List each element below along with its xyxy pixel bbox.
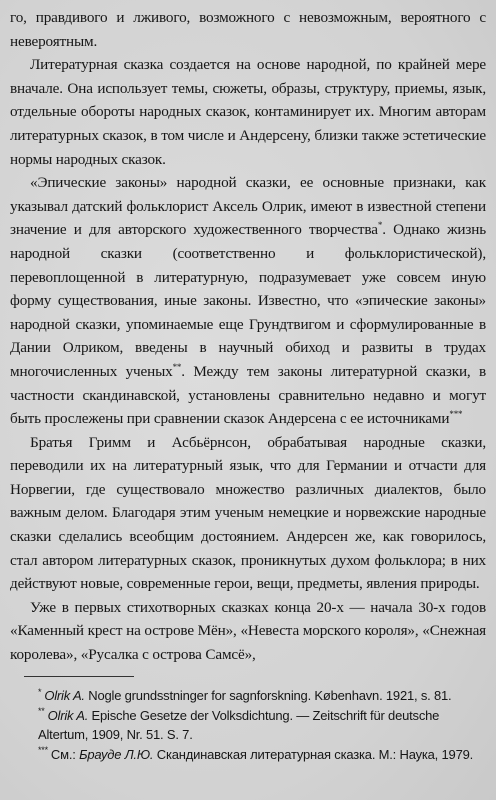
footnote (10, 745, 486, 765)
paragraph-continuation (10, 6, 486, 53)
footnote-text: Скандинавская литературная сказка. М.: Наука, 1979. (153, 746, 474, 762)
paragraph (10, 431, 486, 596)
footnote-author: Olrik A. (47, 707, 89, 723)
paragraph-text: Уже в первых стихотворных сказках конца 20-х — начала 30-х годов «Каменный крест на острове Мён», «Невеста морского короля», «Снежная королева», «Русалка с острова Самсё», (10, 598, 486, 664)
footnote-text: Epische Gesetze der Volksdichtung. — Zeitschrift für deutsche Altertum, 1909, Nr. 51. S. 7. (38, 707, 440, 743)
footnote-ref: *** (449, 409, 463, 420)
paragraph-text: Братья Гримм и Асбьёрнсон, обрабатывая народные сказки, переводили их на литературный язык, что для Германии и отчасти для Норвегии, где существовало множество различных диалектов, было важным делом. Благодаря этим ученым немецкие и норвежские народные сказки сделались всеобщим достоянием. Андерсен же, как говорилось, стал автором литературных сказок, проникнутых духом фольклора; в них действуют новые, современные герои, вещи, предметы, явления природы. (10, 433, 486, 593)
paragraph-text: Литературная сказка создается на основе народной, по крайней мере вначале. Она использует темы, сюжеты, образы, структуру, приемы, язык, отдельные обороты народных сказок, контаминирует их. Многим авторам литературных сказок, в том числе и Андерсену, близки также эстетические нормы народных сказок. (10, 56, 486, 168)
footnote-divider (24, 676, 134, 678)
paragraph (10, 171, 486, 431)
main-text (10, 6, 486, 667)
footnote (10, 686, 486, 706)
paragraph (10, 596, 486, 667)
footnote-mark: *** (38, 745, 48, 756)
paragraph-text: го, правдивого и лживого, возможного с невозможным, вероятного с невероятным. (10, 9, 486, 50)
paragraph-text: . Однако жизнь народной сказки (соответственно и фольклористической), перевоплощенной в литературную, подразумевает уже совсем иную форму существования, иные законы. Известно, что «эпические законы» народной сказки, упоминаемые еще Грундтвигом и сформулированные в Дании Олриком, введены в научный обиход и развиты в трудах многочисленных ученых (10, 221, 486, 380)
footnote (10, 706, 486, 745)
footnote-mark: * (38, 686, 42, 697)
paragraph-text: «Эпические законы» народной сказки, ее основные признаки, как указывал датский фольклорист Аксель Олрик, имеют в известной степени значение и для авторского художественного творчества (10, 174, 486, 239)
footnote-mark: ** (38, 706, 45, 717)
footnote-prefix: См.: (50, 746, 80, 762)
footnote-author: Брауде Л.Ю. (79, 746, 154, 762)
paragraph (10, 53, 486, 171)
footnote-ref: ** (172, 361, 182, 372)
footnotes (10, 686, 486, 764)
paragraph-text: . Между тем законы литературной сказки, в частности скандинавской, установлены сравнительно недавно и могут быть прослежены при сравнении сказок Андерсена с ее источниками (10, 362, 487, 428)
footnote-author: Olrik A. (44, 688, 85, 704)
footnote-text: Nogle grundsstninger for sagnforskning. København. 1921, s. 81. (84, 688, 452, 704)
footnote-ref: * (377, 220, 383, 231)
